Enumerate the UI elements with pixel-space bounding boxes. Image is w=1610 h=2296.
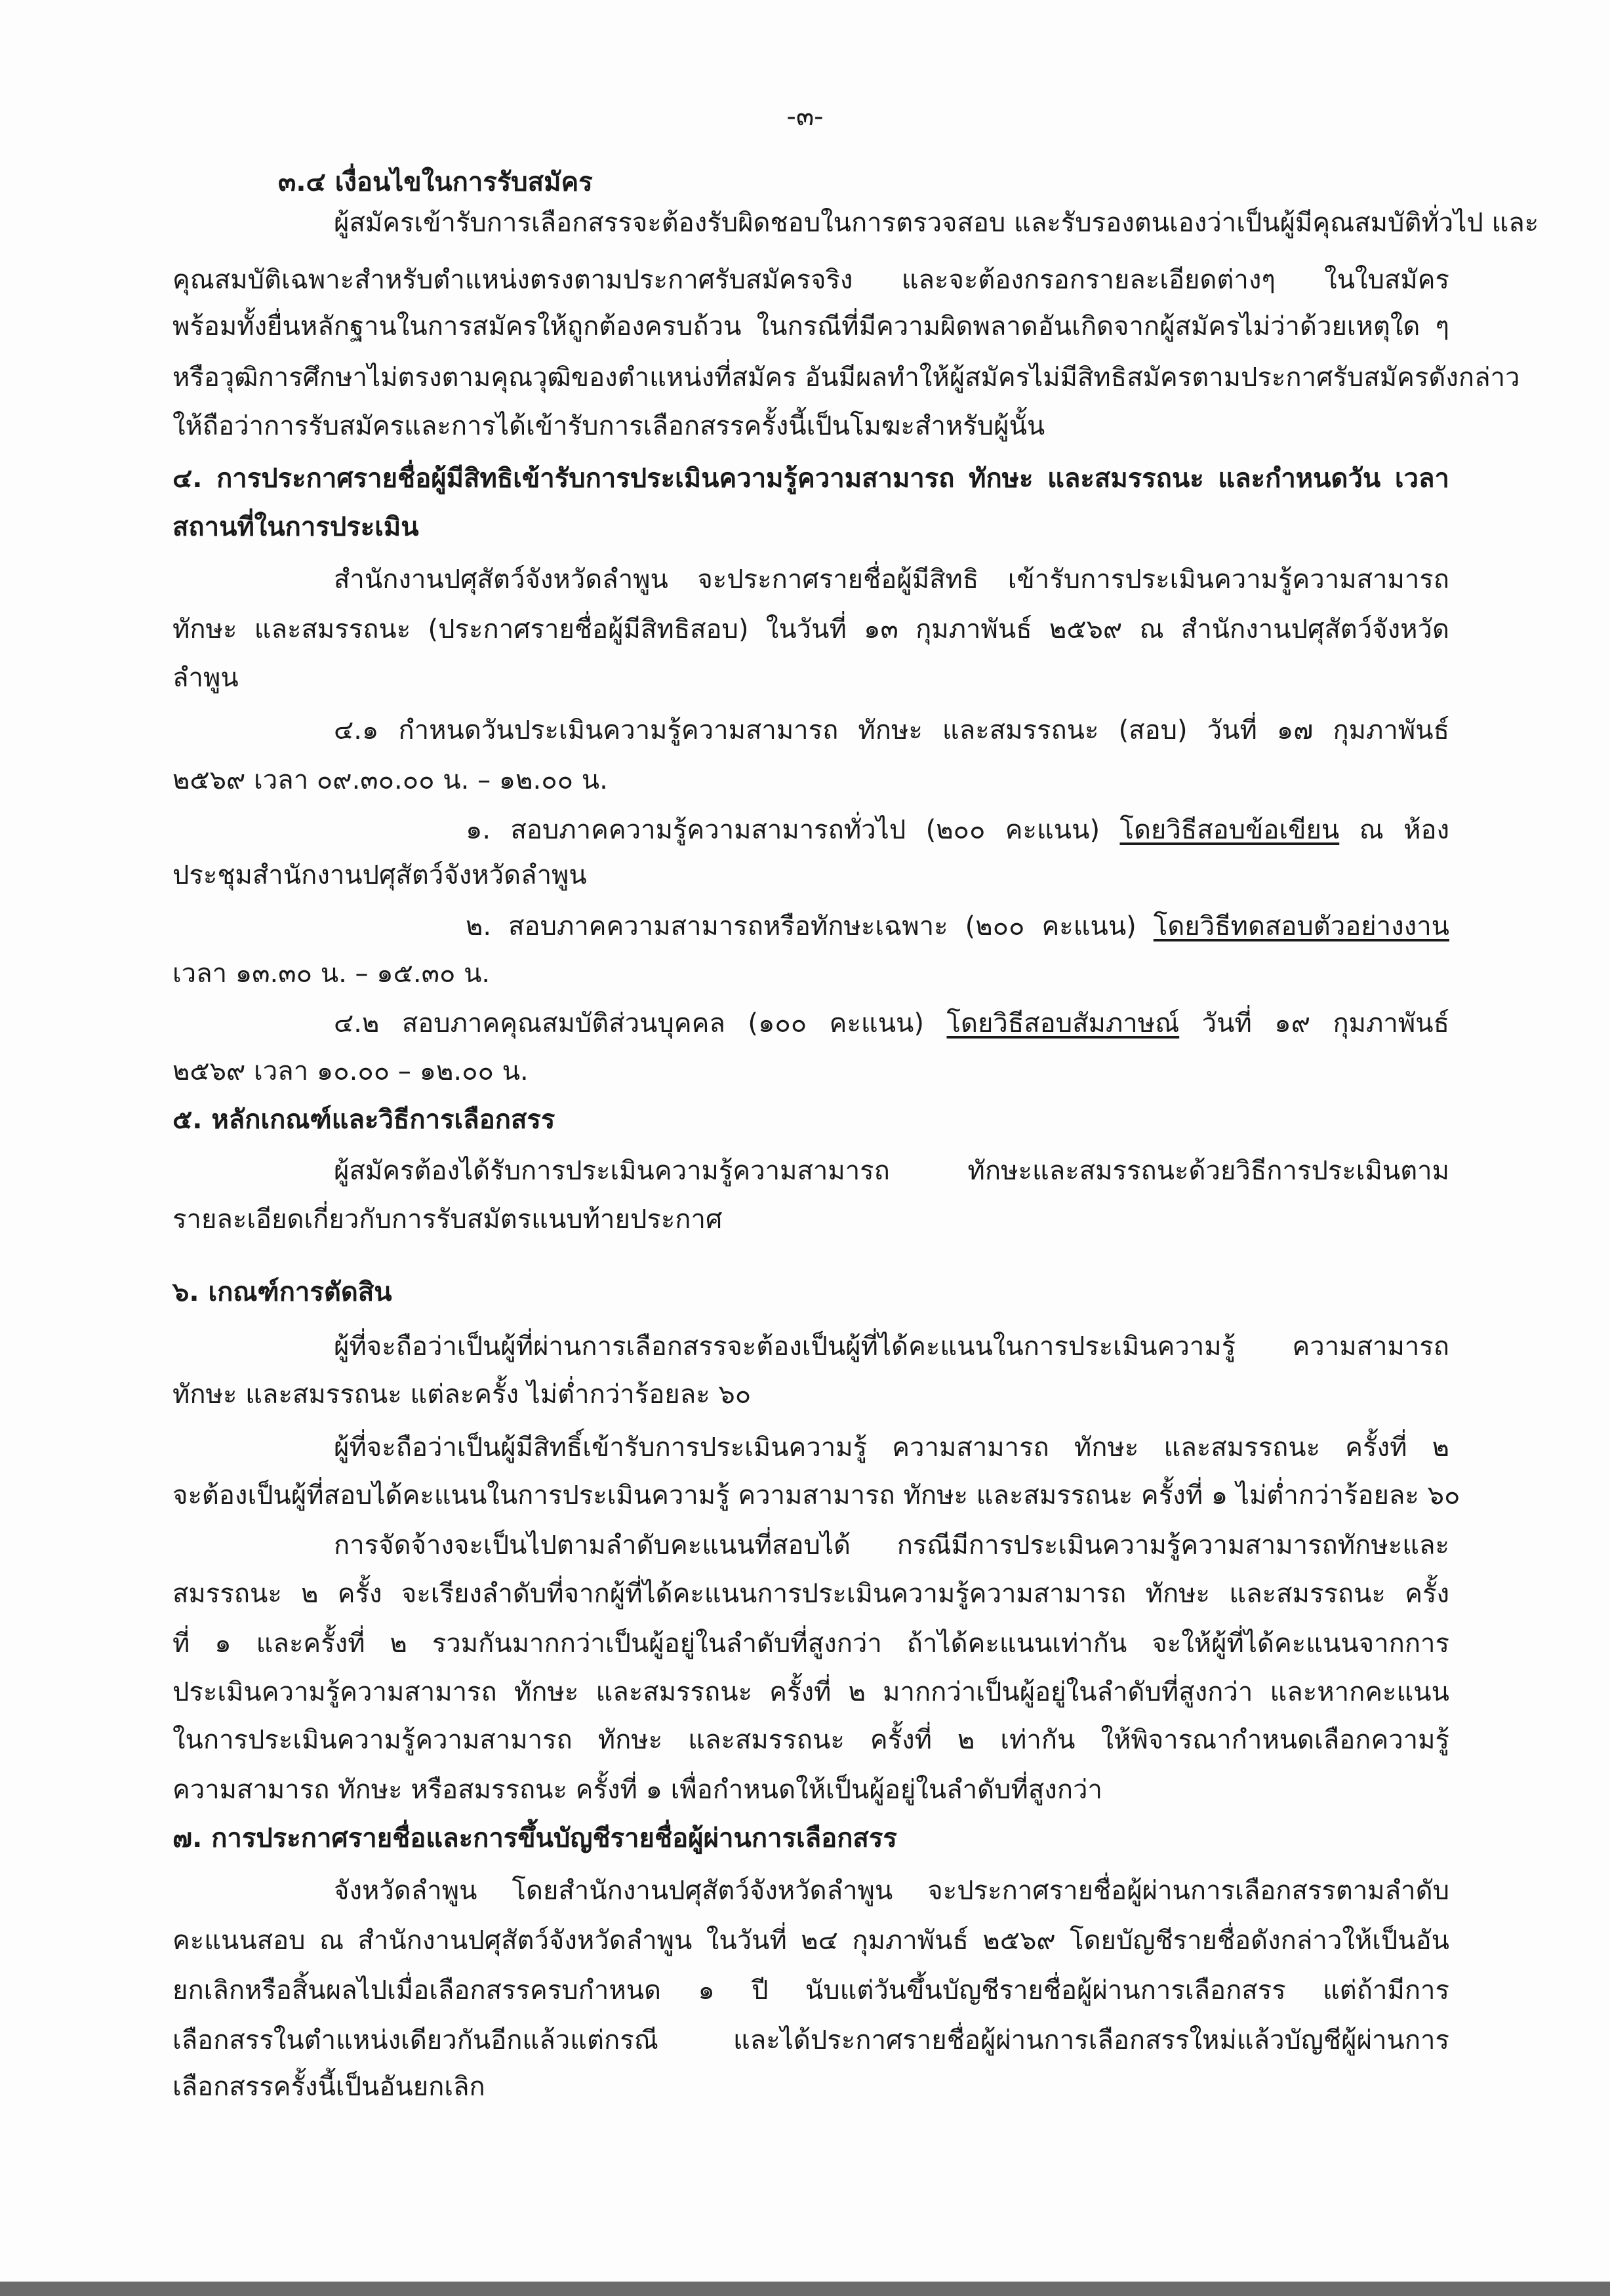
- text-line: จังหวัดลำพูน โดยสำนักงานปศุสัตว์จังหวัดลำพูน จะประกาศรายชื่อผู้ผ่านการเลือกสรรตามลำดับ: [334, 1876, 1449, 1906]
- text-line: ให้ถือว่าการรับสมัครและการได้เข้ารับการเลือกสรรครั้งนี้เป็นโมฆะสำหรับผู้นั้น: [172, 411, 1045, 441]
- text-segment: วันที่ ๑๙ กุมภาพันธ์: [1179, 1008, 1450, 1039]
- text-line: ๔.๑ กำหนดวันประเมินความรู้ความสามารถ ทักษะ และสมรรถนะ (สอบ) วันที่ ๑๗ กุมภาพันธ์: [334, 715, 1449, 745]
- text-line: ประชุมสำนักงานปศุสัตว์จังหวัดลำพูน: [172, 860, 587, 890]
- text-line: ประเมินความรู้ความสามารถ ทักษะ และสมรรถนะ ครั้งที่ ๒ มากกว่าเป็นผู้อยู่ในลำดับที่สูงกว่า และหากคะแนน: [172, 1677, 1449, 1707]
- text-line: ลำพูน: [172, 663, 239, 693]
- text-line: [172, 908, 1449, 945]
- text-segment: ๒. สอบภาคความสามารถหรือทักษะเฉพาะ (๒๐๐ คะแนน): [466, 911, 1154, 941]
- text-line: ในการประเมินความรู้ความสามารถ ทักษะ และสมรรถนะ ครั้งที่ ๒ เท่ากัน ให้พิจารณากำหนดเลือกความรู้: [172, 1725, 1449, 1755]
- text-line: เลือกสรรในตำแหน่งเดียวกันอีกแล้วแต่กรณี และได้ประกาศรายชื่อผู้ผ่านการเลือกสรรใหม่แล้วบัญชีผู้ผ่านการ: [172, 2025, 1449, 2055]
- text-line: หรือวุฒิการศึกษาไม่ตรงตามคุณวุฒิของตำแหน่งที่สมัคร อันมีผลทำให้ผู้สมัครไม่มีสิทธิสมัครตามประกาศรับสมัครดังกล่าว: [172, 363, 1520, 393]
- text-segment: ๑. สอบภาคความรู้ความสามารถทั่วไป (๒๐๐ คะแนน): [466, 815, 1120, 845]
- text-line: ผู้ที่จะถือว่าเป็นผู้ที่ผ่านการเลือกสรรจะต้องเป็นผู้ที่ได้คะแนนในการประเมินความรู้ ความสามารถ: [334, 1332, 1449, 1362]
- text-line: พร้อมทั้งยื่นหลักฐานในการสมัครให้ถูกต้องครบถ้วน ในกรณีที่มีความผิดพลาดอันเกิดจากผู้สมัครไม่ว่าด้วยเหตุใด ๆ: [172, 311, 1449, 342]
- text-line: เลือกสรรครั้งนี้เป็นอันยกเลิก: [172, 2072, 485, 2102]
- text-line: คุณสมบัติเฉพาะสำหรับตำแหน่งตรงตามประกาศรับสมัครจริง และจะต้องกรอกรายละเอียดต่างๆ ในใบสมัคร: [172, 265, 1449, 295]
- page-number: -๓-: [786, 102, 824, 132]
- underlined-method: โดยวิธีสอบข้อเขียน: [1119, 815, 1340, 845]
- text-line: จะต้องเป็นผู้ที่สอบได้คะแนนในการประเมินความรู้ ความสามารถ ทักษะ และสมรรถนะ ครั้งที่ ๑ ไม่ต่ำกว่าร้อยละ ๖๐: [172, 1480, 1460, 1511]
- text-line: สำนักงานปศุสัตว์จังหวัดลำพูน จะประกาศรายชื่อผู้มีสิทธิ เข้ารับการประเมินความรู้ความสามารถ: [334, 564, 1449, 595]
- text-segment: ณ ห้อง: [1339, 815, 1449, 845]
- text-line: [172, 1005, 1449, 1042]
- text-line: คะแนนสอบ ณ สำนักงานปศุสัตว์จังหวัดลำพูน ในวันที่ ๒๔ กุมภาพันธ์ ๒๕๖๙ โดยบัญชีรายชื่อดังกล่าวให้เป็นอัน: [172, 1926, 1449, 1956]
- section-heading: ๕. หลักเกณฑ์และวิธีการเลือกสรร: [172, 1105, 555, 1135]
- text-line: ผู้สมัครเข้ารับการเลือกสรรจะต้องรับผิดชอบในการตรวจสอบ และรับรองตนเองว่าเป็นผู้มีคุณสมบัติทั่วไป และ: [334, 208, 1539, 238]
- text-line: เวลา ๑๓.๓๐ น. – ๑๕.๓๐ น.: [172, 959, 491, 989]
- text-line: ยกเลิกหรือสิ้นผลไปเมื่อเลือกสรรครบกำหนด ๑ ปี นับแต่วันขึ้นบัญชีรายชื่อผู้ผ่านการเลือกสรร แต่ถ้ามีการ: [172, 1975, 1449, 2006]
- section-heading: ๓.๔ เงื่อนไขในการรับสมัคร: [278, 167, 593, 197]
- text-line: ๒๕๖๙ เวลา ๑๐.๐๐ – ๑๒.๐๐ น.: [172, 1056, 529, 1086]
- text-line: [172, 812, 1449, 848]
- text-line: ทักษะ และสมรรถนะ แต่ละครั้ง ไม่ต่ำกว่าร้อยละ ๖๐: [172, 1379, 752, 1410]
- section-heading: สถานที่ในการประเมิน: [172, 512, 419, 542]
- text-line: การจัดจ้างจะเป็นไปตามลำดับคะแนนที่สอบได้ กรณีมีการประเมินความรู้ความสามารถทักษะและ: [334, 1530, 1449, 1560]
- section-heading: ๗. การประกาศรายชื่อและการขึ้นบัญชีรายชื่อผู้ผ่านการเลือกสรร: [172, 1823, 897, 1853]
- text-line: ผู้สมัครต้องได้รับการประเมินความรู้ความสามารถ ทักษะและสมรรถนะด้วยวิธีการประเมินตาม: [334, 1156, 1449, 1186]
- text-line: ความสามารถ ทักษะ หรือสมรรถนะ ครั้งที่ ๑ เพื่อกำหนดให้เป็นผู้อยู่ในลำดับที่สูงกว่า: [172, 1775, 1102, 1805]
- text-line: ทักษะ และสมรรถนะ (ประกาศรายชื่อผู้มีสิทธิสอบ) ในวันที่ ๑๓ กุมภาพันธ์ ๒๕๖๙ ณ สำนักงานปศุสัตว์จังหวัด: [172, 614, 1449, 644]
- scan-edge: [0, 2282, 1610, 2296]
- text-line: ๒๕๖๙ เวลา ๐๙.๓๐.๐๐ น. – ๑๒.๐๐ น.: [172, 765, 608, 795]
- text-line: รายละเอียดเกี่ยวกับการรับสมัตรแนบท้ายประกาศ: [172, 1204, 723, 1235]
- section-heading: ๖. เกณฑ์การตัดสิน: [172, 1277, 392, 1307]
- text-line: ผู้ที่จะถือว่าเป็นผู้มีสิทธิ์เข้ารับการประเมินความรู้ ความสามารถ ทักษะ และสมรรถนะ ครั้งที่ ๒: [334, 1433, 1449, 1463]
- text-line: ที่ ๑ และครั้งที่ ๒ รวมกันมากกว่าเป็นผู้อยู่ในลำดับที่สูงกว่า ถ้าได้คะแนนเท่ากัน จะให้ผู้ที่ได้คะแนนจากการ: [172, 1629, 1449, 1659]
- section-heading: ๔. การประกาศรายชื่อผู้มีสิทธิเข้ารับการประเมินความรู้ความสามารถ ทักษะ และสมรรถนะ และกำหนดวัน เวลา: [172, 464, 1449, 494]
- text-segment: ๔.๒ สอบภาคคุณสมบัติส่วนบุคคล (๑๐๐ คะแนน): [334, 1008, 947, 1039]
- underlined-method: โดยวิธีทดสอบตัวอย่างงาน: [1153, 911, 1449, 941]
- underlined-method: โดยวิธีสอบสัมภาษณ์: [946, 1008, 1180, 1039]
- text-line: สมรรถนะ ๒ ครั้ง จะเรียงลำดับที่จากผู้ที่ได้คะแนนการประเมินความรู้ความสามารถ ทักษะ และสมรรถนะ ครั้ง: [172, 1579, 1449, 1609]
